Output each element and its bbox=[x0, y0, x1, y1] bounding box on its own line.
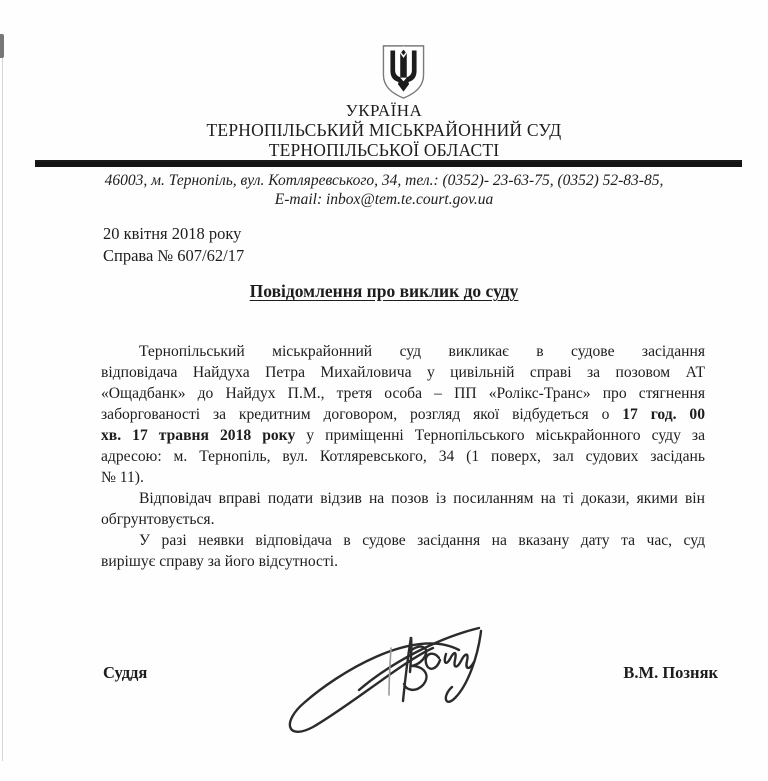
body-line: адресою: м. Тернопіль, вул. Котляревського, 34 (1 поверх, зал судових засідань bbox=[101, 448, 705, 465]
document-body bbox=[101, 341, 705, 572]
body-paragraph bbox=[101, 530, 705, 572]
body-paragraph bbox=[101, 488, 705, 530]
signer-role: Суддя bbox=[103, 663, 148, 682]
body-line: «Ощадбанк» до Найдух П.М., третя особа – ПП «Ролікс-Транс» про стягнення bbox=[101, 385, 705, 402]
court-name-line1: ТЕРНОПІЛЬСЬКИЙ МІСЬКРАЙОННИЙ СУД bbox=[206, 120, 562, 140]
body-line: обгрунтовується. bbox=[101, 511, 215, 528]
scan-artifact-mark bbox=[0, 34, 4, 58]
body-line: відповідача Найдуха Петра Михайловича у цивільній справі за позовом АТ bbox=[101, 364, 705, 381]
case-number: Справа № 607/62/17 bbox=[103, 246, 245, 265]
body-line: Відповідач вправі подати відзив на позов із посиланням на ті докази, якими він bbox=[139, 490, 705, 507]
scan-edge-line bbox=[2, 56, 3, 761]
country-name: УКРАЇНА bbox=[345, 101, 423, 120]
ukraine-trident-emblem bbox=[380, 44, 427, 100]
body-line: Тернопільський міськрайонний суд викликає в судове засідання bbox=[139, 343, 705, 360]
court-name-line2: ТЕРНОПІЛЬСЬКОЇ ОБЛАСТІ bbox=[268, 140, 500, 160]
body-line: заборгованості за кредитним договором, розгляд якої відбудеться о 17 год. 00 bbox=[101, 406, 705, 423]
document-date: 20 квітня 2018 року bbox=[103, 224, 242, 243]
handwritten-signature bbox=[262, 598, 544, 758]
body-line: № 11). bbox=[101, 469, 144, 486]
document-meta bbox=[103, 223, 244, 267]
header-divider-rule bbox=[35, 160, 742, 167]
court-email: E-mail: inbox@tem.te.court.gov.ua bbox=[274, 191, 494, 208]
body-line: хв. 17 травня 2018 року у приміщенні Тернопільського міськрайонного суду за bbox=[101, 427, 705, 444]
court-address: 46003, м. Тернопіль, вул. Котляревського, 34, тел.: (0352)- 23-63-75, (0352) 52-83-85, bbox=[104, 172, 664, 189]
body-paragraph bbox=[101, 341, 705, 488]
signer-name: В.М. Позняк bbox=[623, 663, 718, 682]
body-line: У разі неявки відповідача в судове засідання на вказану дату та час, суд bbox=[139, 532, 705, 549]
document-title: Повідомлення про виклик до суду bbox=[249, 281, 519, 301]
body-line: вирішує справу за його відсутності. bbox=[101, 553, 339, 570]
